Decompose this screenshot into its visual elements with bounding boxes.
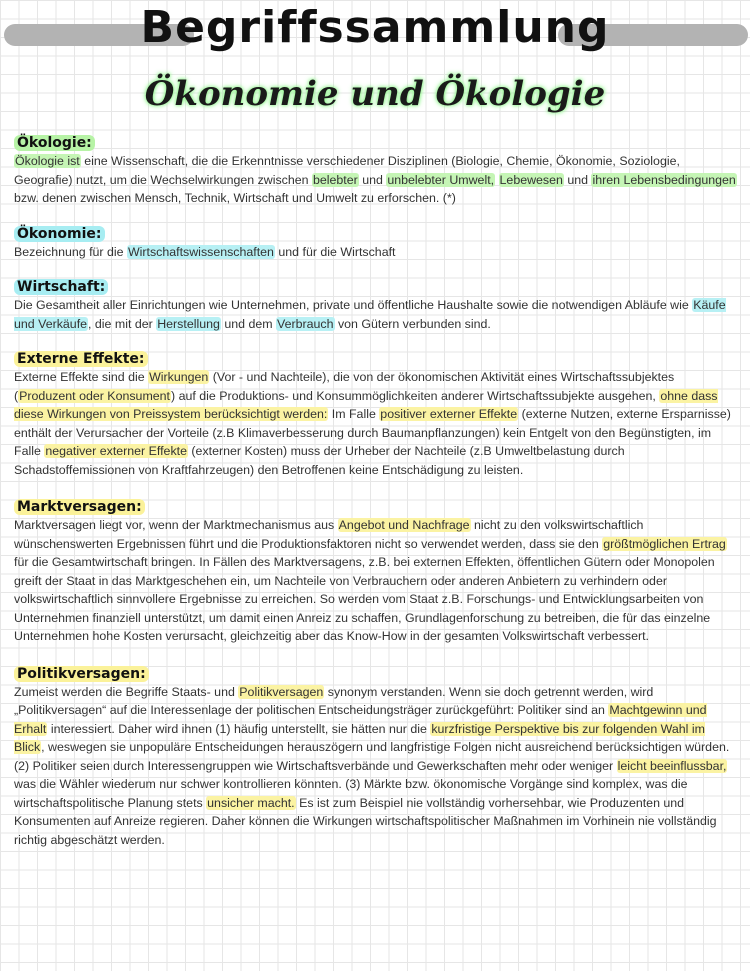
highlighted-term: positiver externer Effekte	[380, 407, 518, 421]
highlighted-term: unbelebter Umwelt,	[387, 172, 495, 187]
section-oekonomie	[14, 225, 738, 262]
highlighted-term: Politikversagen	[239, 684, 324, 699]
section-heading-oekologie: Ökologie:	[14, 135, 95, 151]
highlighted-term: Ökologie ist	[15, 154, 80, 168]
section-wirtschaft	[14, 278, 738, 333]
highlighted-term: ohne dass diese Wirkungen von Preissystem berücksichtigt werden:	[14, 388, 718, 421]
highlighted-term: negativer externer Effekte	[45, 444, 187, 458]
highlighted-term: Verbrauch	[277, 316, 334, 331]
section-heading-externe-effekte: Externe Effekte:	[14, 351, 148, 367]
highlighted-term: ihren Lebensbedingungen	[592, 172, 736, 187]
highlighted-term: Wirkungen	[149, 370, 209, 384]
section-heading-politikversagen: Politikversagen:	[14, 666, 149, 682]
highlighted-term: Produzent oder Konsument	[19, 388, 170, 403]
highlighted-term: leicht beeinflussbar,	[617, 758, 727, 773]
section-politikversagen	[14, 665, 738, 850]
section-heading-oekonomie: Ökonomie:	[14, 226, 105, 242]
highlighted-term: Käufe und Verkäufe	[14, 298, 726, 331]
section-paragraph-marktversagen: Marktversagen liegt vor, wenn der Marktmechanismus aus Angebot und Nachfrage nicht zu den volkswirtschaftlich wünschenswerten Ergebnissen führt und die Produktionsfaktoren nicht so verwendet werden, dass sie den größtmöglichen Ertrag für die Gesamtwirtschaft bringen. In Fällen des Marktversagens, z.B. bei externen Effekten, öffentlichen Gütern oder Monopolen greift der Staat in das Marktgeschehen ein, um Nachteile von Verbrauchern oder anderen Anbietern zu verhindern oder volkswirtschaftlich sinnvollere Ergebnisse zu erreichen. So werden vom Staat z.B. Forschungs- und Entwicklungsarbeiten von Unternehmen finanziell unterstützt, um damit einen Anreiz zu schaffen, Grundlagenforschung zu betreiben, die für das einzelne Unternehmen hohe Kosten verursacht, gleichzeitig aber das Know-How in der gesamten Volkswirtschaft verbessert.	[14, 518, 726, 643]
section-paragraph-politikversagen: Zumeist werden die Begriffe Staats- und Politikversagen synonym verstanden. Wenn sie doch getrennt werden, wird „Politikversagen“ auf die Interessenlage der politischen Entscheidungsträger zurückgeführt: Politiker sind an Machtgewinn und Erhalt interessiert. Daher wird ihnen (1) häufig unterstellt, sie hätten nur die kurzfristige Perspektive bis zur folgenden Wahl im Blick, weswegen sie unpopuläre Entscheidungen herauszögern und langfristige Folgen nicht ausreichend berücksichtigen würden. (2) Politiker seien durch Interessengruppen wie Wirtschaftsverbände und Gewerkschaften mehr oder weniger leicht beeinflussbar, was die Wähler wiederum nur schwer kontrollieren könnten. (3) Märkte bzw. ökonomische Vorgänge sind komplex, was die wirtschaftspolitische Planung stets unsicher macht. Es ist zum Beispiel nie vollständig vorhersehbar, wie Produzenten und Konsumenten auf Anreize regieren. Daher können die Wirkungen wirtschaftspolitischer Maßnahmen im Vorhinein nie vollständig richtig abgeschätzt werden.	[14, 684, 730, 847]
highlighted-term: Herstellung	[157, 316, 220, 331]
page-subtitle: Ökonomie und Ökologie	[144, 74, 606, 114]
section-externe-effekte	[14, 350, 738, 479]
content-area	[14, 134, 738, 849]
highlighted-term: belebter	[312, 172, 358, 187]
highlighted-term: Angebot und Nachfrage	[338, 518, 470, 532]
section-heading-marktversagen: Marktversagen:	[14, 499, 145, 515]
highlighted-term: kurzfristige Perspektive bis zur folgenden Wahl im Blick	[14, 721, 705, 754]
section-marktversagen	[14, 498, 738, 646]
page-title: Begriffssammlung	[140, 2, 610, 53]
section-paragraph-wirtschaft: Die Gesamtheit aller Einrichtungen wie Unternehmen, private und öffentliche Haushalte sowie die notwendigen Abläufe wie Käufe und Verkäufe, die mit der Herstellung und dem Verbrauch von Gütern verbunden sind.	[14, 298, 726, 331]
section-paragraph-oekologie: Ökologie ist eine Wissenschaft, die die Erkenntnisse verschiedener Disziplinen (Biologie, Chemie, Ökonomie, Soziologie, Geografie) nutzt, um die Wechselwirkungen zwischen belebter und unbelebter Umwelt, Lebewesen und ihren Lebensbedingungen bzw. denen zwischen Mensch, Technik, Wirtschaft und Umwelt zu erforschen. (*)	[14, 154, 736, 205]
highlighted-term: Wirtschaftswissenschaften	[127, 244, 274, 259]
highlighted-term: Lebewesen	[499, 172, 563, 187]
highlighted-term: unsicher macht.	[207, 795, 295, 810]
section-paragraph-externe-effekte: Externe Effekte sind die Wirkungen (Vor - und Nachteile), die von der ökonomischen Aktivität eines Wirtschaftssubjektes (Produzent oder Konsument) auf die Produktions- und Konsummöglichkeiten anderer Wirtschaftssubjekte ausgehen, ohne dass diese Wirkungen von Preissystem berücksichtigt werden: Im Falle positiver externer Effekte (externe Nutzen, externe Ersparnisse) enthält der Verursacher der Vorteile (z.B Klimaverbesserung durch Baumanpflanzungen) kein Entgelt von den Begünstigten, im Falle negativer externer Effekte (externer Kosten) muss der Urheber der Nachteile (z.B Umweltbelastung durch Schadstoffemissionen von Kraftfahrzeugen) den Betroffenen keine Entschädigung zu leisten.	[14, 370, 731, 477]
section-oekologie	[14, 134, 738, 208]
section-paragraph-oekonomie: Bezeichnung für die Wirtschaftswissenschaften und für die Wirtschaft	[14, 244, 396, 259]
section-heading-wirtschaft: Wirtschaft:	[14, 279, 108, 295]
highlighted-term: Machtgewinn und Erhalt	[14, 703, 707, 736]
highlighted-term: größtmöglichen Ertrag	[603, 536, 726, 551]
